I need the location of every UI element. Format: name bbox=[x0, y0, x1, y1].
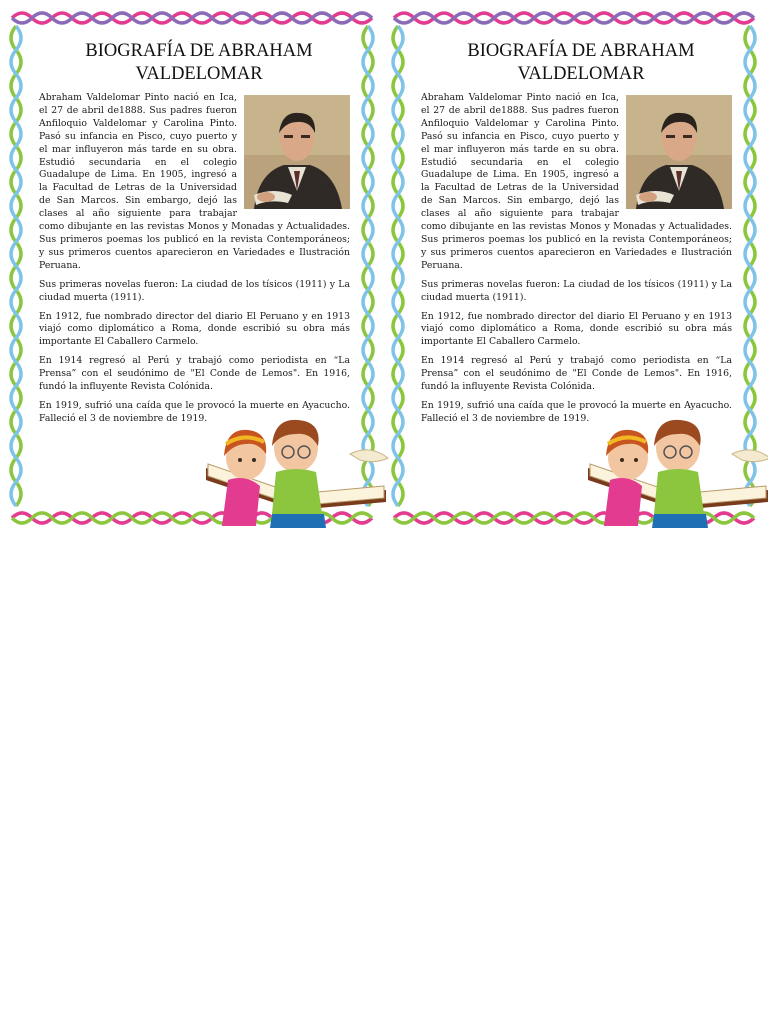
children-reading-illustration bbox=[582, 414, 768, 530]
paragraph-2: Sus primeras novelas fueron: La ciudad de los tísicos (1911) y La ciudad muerta (1911). bbox=[39, 278, 350, 303]
paragraph-1: Abraham Valdelomar Pinto nació en Ica, el 27 de abril de1888. Sus padres fueron Anfiloquio Valdelomar y Carolina Pinto. Pasó su infancia en Pisco, cuyo puerto y el mar influyeron más tarde en su obra. Estudió secundaria en el colegio Guadalupe de Lima. En 1905, ingresó a la Facultad de Letras de la Universidad de San Marcos. Sin embargo, dejó las clases al año siguiente para trabajar como dibujante en las revistas Monos y Monadas y Actualidades. Sus primeros poemas los publicó en la revista Contemporáneos; y sus primeros cuentos aparecieron en Variedades e Ilustración Peruana. bbox=[421, 92, 732, 271]
paragraph-2: Sus primeras novelas fueron: La ciudad de los tísicos (1911) y La ciudad muerta (1911). bbox=[421, 278, 732, 303]
paragraph-3: En 1912, fue nombrado director del diario El Peruano y en 1913 viajó como diplomático a Roma, donde escribió su obra más importante El Caballero Carmelo. bbox=[421, 310, 732, 348]
left-border-waves bbox=[393, 26, 403, 506]
biography-text bbox=[421, 92, 732, 432]
children-reading-illustration bbox=[200, 414, 390, 530]
left-border-waves bbox=[11, 26, 21, 506]
portrait-image bbox=[244, 95, 350, 209]
biography-title: BIOGRAFÍA DE ABRAHAM VALDELOMAR bbox=[85, 41, 313, 84]
biography-title: BIOGRAFÍA DE ABRAHAM VALDELOMAR bbox=[467, 41, 695, 84]
paragraph-3: En 1912, fue nombrado director del diario El Peruano y en 1913 viajó como diplomático a Roma, donde escribió su obra más importante El Caballero Carmelo. bbox=[39, 310, 350, 348]
paragraph-4: En 1914 regresó al Perú y trabajó como periodista en “La Prensa” con el seudónimo de "El Conde de Lemos". En 1916, fundó la influyente Revista Colónida. bbox=[421, 355, 732, 393]
biography-text bbox=[39, 92, 350, 432]
paragraph-5: En 1919, sufrió una caída que le provocó la muerte en Ayacucho. Falleció el 3 de noviembre de 1919. bbox=[39, 399, 350, 424]
paragraph-4: En 1914 regresó al Perú y trabajó como periodista en “La Prensa” con el seudónimo de "El Conde de Lemos". En 1916, fundó la influyente Revista Colónida. bbox=[39, 355, 350, 393]
biography-card-right bbox=[386, 4, 764, 534]
biography-card-left bbox=[4, 4, 382, 534]
paragraph-1: Abraham Valdelomar Pinto nació en Ica, el 27 de abril de1888. Sus padres fueron Anfiloquio Valdelomar y Carolina Pinto. Pasó su infancia en Pisco, cuyo puerto y el mar influyeron más tarde en su obra. Estudió secundaria en el colegio Guadalupe de Lima. En 1905, ingresó a la Facultad de Letras de la Universidad de San Marcos. Sin embargo, dejó las clases al año siguiente para trabajar como dibujante en las revistas Monos y Monadas y Actualidades. Sus primeros poemas los publicó en la revista Contemporáneos; y sus primeros cuentos aparecieron en Variedades e Ilustración Peruana. bbox=[39, 92, 350, 271]
portrait-image bbox=[626, 95, 732, 209]
top-border-waves bbox=[394, 13, 754, 23]
paragraph-5: En 1919, sufrió una caída que le provocó la muerte en Ayacucho. Falleció el 3 de noviembre de 1919. bbox=[421, 399, 732, 424]
top-border-waves bbox=[12, 13, 372, 23]
